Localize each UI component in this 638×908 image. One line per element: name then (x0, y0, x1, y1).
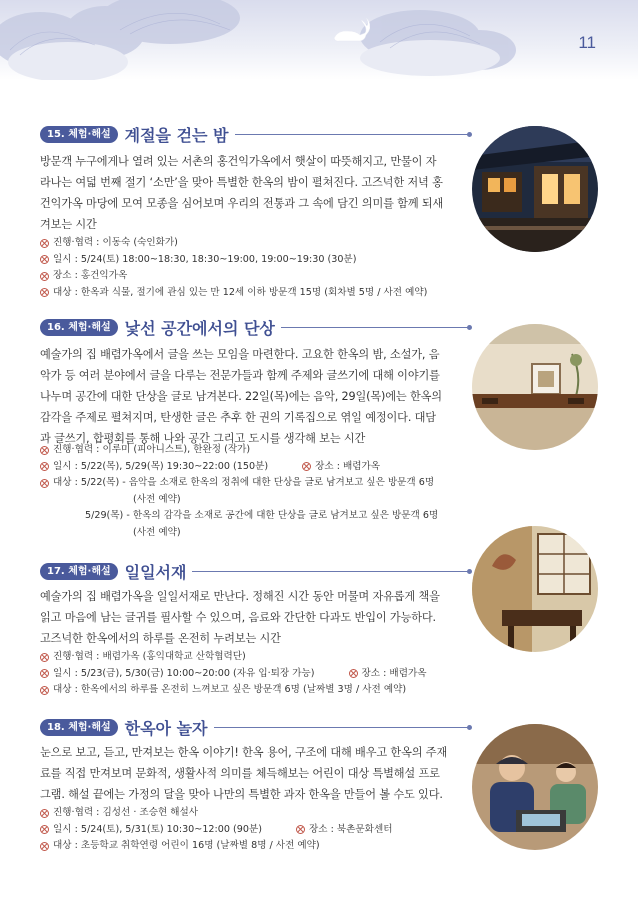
bullet-icon (40, 686, 49, 695)
page-number: 11 (578, 33, 596, 52)
section-header (40, 316, 470, 338)
title-divider (281, 327, 470, 328)
program-info (40, 649, 470, 699)
title-divider (192, 571, 470, 572)
section-title: 한옥아 놀자 (124, 718, 208, 738)
category-badge: 16. 체험·해설 (40, 319, 118, 336)
bullet-icon (40, 809, 49, 818)
section-title: 계절을 걷는 밤 (124, 125, 229, 145)
bullet-icon (40, 462, 49, 471)
section-header (40, 123, 470, 145)
bullet-icon (40, 446, 49, 455)
info-row-datetime: 일시 : 5/24(토), 5/31(토) 10:30~12:00 (90분) 장소 : 북촌문화센터 (40, 822, 470, 839)
hanok-interior-photo (472, 324, 598, 450)
program-info (40, 235, 470, 301)
info-audience-continued: (사전 예약) (133, 493, 181, 505)
info-row-audience: 대상 : 한옥에서의 하루를 온전히 느껴보고 싶은 방문객 6명 (날짜별 3명 / 사전 예약) (40, 682, 470, 699)
program-info (40, 805, 470, 855)
page-header (0, 0, 638, 80)
section-title: 낯선 공간에서의 단상 (124, 318, 275, 338)
info-row-audience: 대상 : 5/22(목) - 음악을 소재로 한옥의 정취에 대한 단상을 글로 남겨보고 싶은 방문객 6명 (40, 475, 470, 492)
info-row-host: 진행·협력 : 이루미 (피아니스트), 한완정 (작가) (40, 442, 470, 459)
bullet-icon (40, 653, 49, 662)
bullet-icon (40, 239, 49, 248)
cloud-pattern-illustration (0, 0, 638, 80)
hanok-night-photo (472, 126, 598, 252)
info-row-host: 진행·협력 : 김성선 · 조승현 해설사 (40, 805, 470, 822)
section-description: 눈으로 보고, 듣고, 만져보는 한옥 이야기! 한옥 용어, 구조에 대해 배우고 한옥의 주재 료를 직접 만져보며 문화적, 생활사적 의미를 체득해보는 어린이 대상 특별해설 프로 그램. 해설 끝에는 가정의 달을 맞아 나만의 특별한 과자 한옥을 만들어 볼 수도 있다. (40, 746, 448, 801)
section-description: 방문객 누구에게나 열려 있는 서촌의 홍건익가옥에서 햇살이 따뜻해지고, 만물이 자 라나는 여덟 번째 절기 ‘소만’을 맞아 특별한 한옥의 밤이 펼쳐진다. 고즈넉한 저녁 홍 건익가옥 마당에 모여 모종을 심어보며 우리의 전통과 그 속에 담긴 의미를 함께 되새 겨보는 시간 (40, 155, 444, 231)
info-audience-continued: (사전 예약) (133, 526, 181, 538)
info-row-host: 진행·협력 : 이동숙 (숙인화가) (40, 235, 470, 252)
info-row-venue: 장소 : 홍건익가옥 (40, 268, 470, 285)
hanok-study-photo (472, 526, 598, 652)
rabbit-icon (330, 16, 370, 46)
bullet-icon (40, 255, 49, 264)
info-row-datetime: 일시 : 5/23(금), 5/30(금) 10:00~20:00 (자유 입·퇴장 가능) 장소 : 배렴가옥 (40, 666, 470, 683)
bullet-icon (296, 825, 305, 834)
info-row-audience: 대상 : 한옥과 식물, 절기에 관심 있는 만 12세 이하 방문객 15명 (회차별 5명 / 사전 예약) (40, 285, 470, 302)
category-badge: 15. 체험·해설 (40, 126, 118, 143)
info-row-audience: 대상 : 초등학교 취학연령 어린이 16명 (날짜별 8명 / 사전 예약) (40, 838, 470, 855)
title-divider (214, 727, 471, 728)
category-badge: 17. 체험·해설 (40, 563, 118, 580)
category-badge: 18. 체험·해설 (40, 719, 118, 736)
bullet-icon (40, 272, 49, 281)
section-header (40, 716, 470, 738)
info-row-datetime: 일시 : 5/24(토) 18:00~18:30, 18:30~19:00, 19:00~19:30 (30분) (40, 252, 470, 269)
bullet-icon (40, 669, 49, 678)
section-header (40, 560, 470, 582)
info-row-host: 진행·협력 : 배렴가옥 (홍익대학교 산학협력단) (40, 649, 470, 666)
bullet-icon (40, 825, 49, 834)
program-info (40, 442, 470, 542)
section-description: 예술가의 집 배렴가옥에서 글을 쓰는 모임을 마련한다. 고요한 한옥의 밤, 소설가, 음 악가 등 여러 분야에서 글을 다루는 전문가들과 함께 주제와 글쓰기에 대해 이야기를 나누며 공간에 대한 단상을 글로 남겨본다. 22일(목)에는 음악, 29일(목)에는 한옥의 감각을 주제로 펼쳐지며, 탄생한 글은 추후 한 권의 기록집으로 엮일 예정이다. 대담 과 글쓰기, 합평회를 통해 나와 공간 그리고 도시를 생각해 보는 시간 (40, 348, 442, 445)
section-description: 예술가의 집 배렴가옥을 일일서재로 만난다. 정해진 시간 동안 머물며 자유롭게 책을 읽고 마음에 남는 글귀를 필사할 수 있으며, 음료와 간단한 다과도 반입이 가능하다. 고즈넉한 한옥에서의 하루를 온전히 누려보는 시간 (40, 590, 440, 645)
children-workshop-photo (472, 724, 598, 850)
bullet-icon (40, 479, 49, 488)
bullet-icon (40, 842, 49, 851)
bullet-icon (302, 462, 311, 471)
info-row-datetime: 일시 : 5/22(목), 5/29(목) 19:30~22:00 (150분) 장소 : 배렴가옥 (40, 459, 470, 476)
bullet-icon (40, 288, 49, 297)
info-audience-second-date: 5/29(목) - 한옥의 감각을 소재로 공간에 대한 단상을 글로 남겨보고 싶은 방문객 6명 (85, 510, 439, 522)
section-title: 일일서재 (124, 562, 187, 582)
bullet-icon (349, 669, 358, 678)
title-divider (235, 134, 470, 135)
